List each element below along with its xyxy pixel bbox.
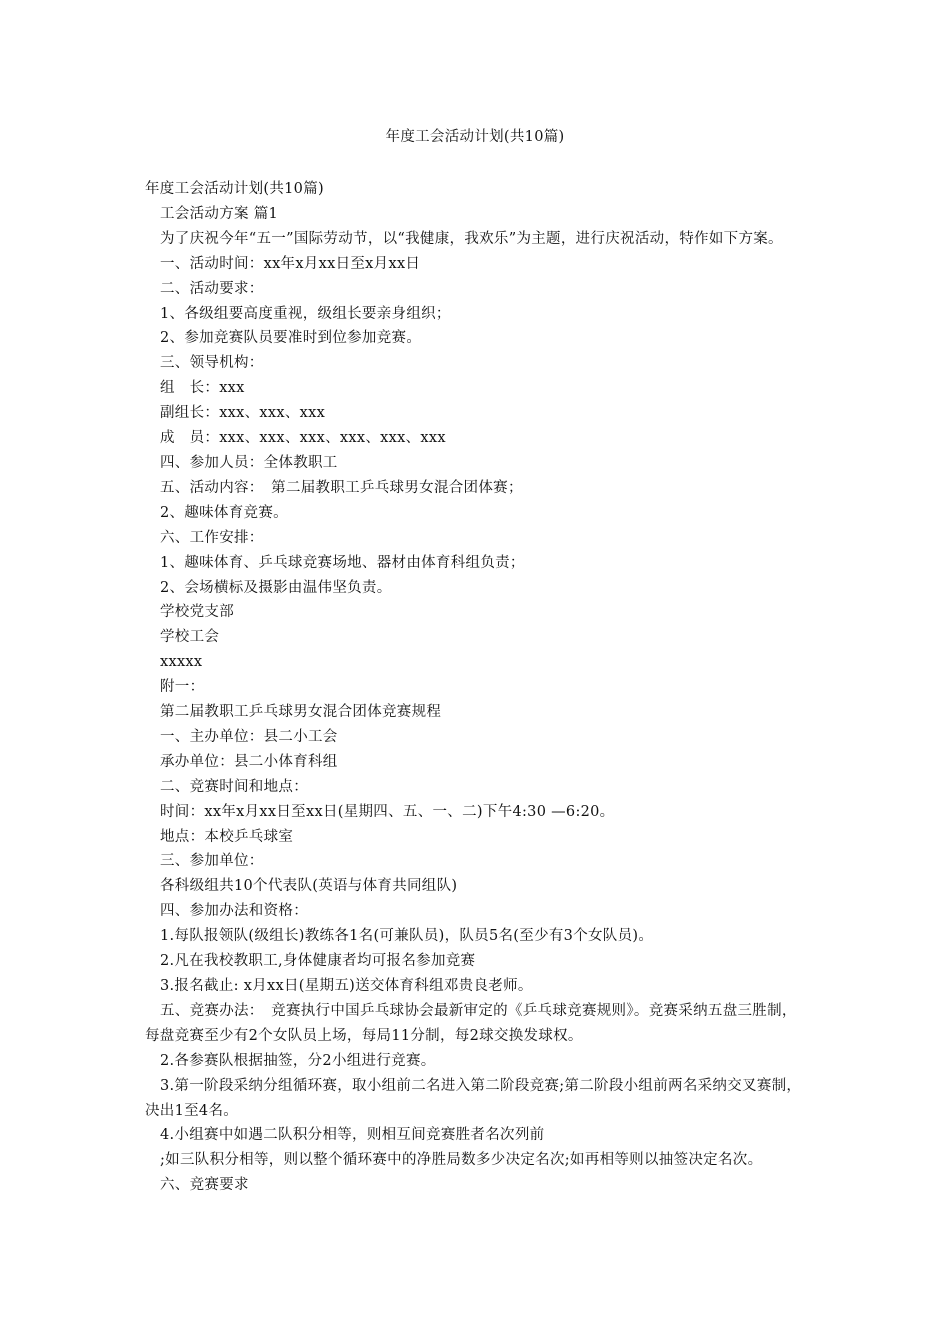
paragraph: 年度工会活动计划(共10篇) [145, 181, 324, 197]
paragraph: 3.第一阶段采纳分组循环赛，取小组前二名进入第二阶段竞赛;第二阶段小组前两名采纳交叉赛制，决出1至4名。 [145, 1077, 802, 1119]
paragraph: 四、参加人员：全体教职工 [160, 454, 338, 471]
paragraph: 2.各参赛队根据抽签，分2小组进行竞赛。 [160, 1052, 436, 1069]
paragraph: 六、竞赛要求 [160, 1177, 249, 1194]
paragraph: 1.每队报领队(级组长)教练各1名(可兼队员)，队员5名(至少有3个女队员)。 [160, 928, 654, 945]
paragraph: ;如三队积分相等，则以整个循环赛中的净胜局数多少决定名次;如再相等则以抽签决定名次。 [160, 1152, 763, 1169]
paragraph: 1、趣味体育、乒乓球竞赛场地、器材由体育科组负责； [160, 554, 525, 571]
paragraph: 工会活动方案 篇1 [160, 205, 279, 222]
paragraph: 五、活动内容： 第二届教职工乒乓球男女混合团体赛； [160, 479, 523, 496]
paragraph: 学校工会 [160, 629, 220, 646]
paragraph: 副组长：xxx、xxx、xxx [160, 405, 326, 422]
paragraph: 二、活动要求： [160, 280, 264, 297]
paragraph: 一、活动时间：xx年x月xx日至x月xx日 [160, 255, 421, 272]
paragraph: 2、会场横标及摄影由温伟坚负责。 [160, 579, 392, 596]
paragraph: 五、竞赛办法： 竞赛执行中国乒乓球协会最新审定的《乒乓球竞赛规则》。竞赛采纳五盘三胜制，每盘竞赛至少有2个女队员上场，每局11分制，每2球交换发球权。 [145, 1002, 797, 1044]
paragraph: 三、领导机构： [160, 355, 264, 372]
paragraph: 地点：本校乒乓球室 [160, 828, 294, 845]
paragraph: 各科级组共10个代表队(英语与体育共同组队) [160, 878, 458, 895]
paragraph: 时间：xx年x月xx日至xx日(星期四、五、一、二)下午4:30 —6:20。 [160, 803, 615, 820]
document-title: 年度工会活动计划(共10篇) [385, 129, 565, 145]
paragraph: 二、竞赛时间和地点： [160, 778, 308, 795]
paragraph: 组 长：xxx [160, 380, 245, 397]
paragraph: 学校党支部 [160, 604, 234, 621]
paragraph: 成 员：xxx、xxx、xxx、xxx、xxx、xxx [160, 430, 446, 447]
paragraph: 2.凡在我校教职工,身体健康者均可报名参加竞赛 [160, 953, 476, 970]
paragraph: 三、参加单位： [160, 853, 264, 870]
paragraph: 2、趣味体育竞赛。 [160, 504, 288, 521]
paragraph: 1、各级组要高度重视，级组长要亲身组织； [160, 305, 451, 322]
paragraph: 一、主办单位：县二小工会 [160, 728, 338, 745]
paragraph: 四、参加办法和资格： [160, 903, 308, 920]
paragraph: 六、工作安排： [160, 529, 264, 546]
paragraph: 4.小组赛中如遇二队积分相等，则相互间竞赛胜者名次列前 [160, 1127, 545, 1144]
paragraph: 承办单位：县二小体育科组 [160, 753, 338, 770]
paragraph: 3.报名截止: x月xx日(星期五)送交体育科组邓贵良老师。 [160, 978, 533, 994]
document-body [145, 177, 807, 1198]
paragraph: 第二届教职工乒乓球男女混合团体竞赛规程 [160, 704, 442, 721]
paragraph: xxxxx [160, 654, 203, 671]
paragraph: 附一： [160, 679, 205, 696]
paragraph: 为了庆祝今年“五一”国际劳动节，以“我健康，我欢乐”为主题，进行庆祝活动，特作如下方案。 [160, 230, 783, 247]
paragraph: 2、参加竞赛队员要准时到位参加竞赛。 [160, 330, 422, 347]
